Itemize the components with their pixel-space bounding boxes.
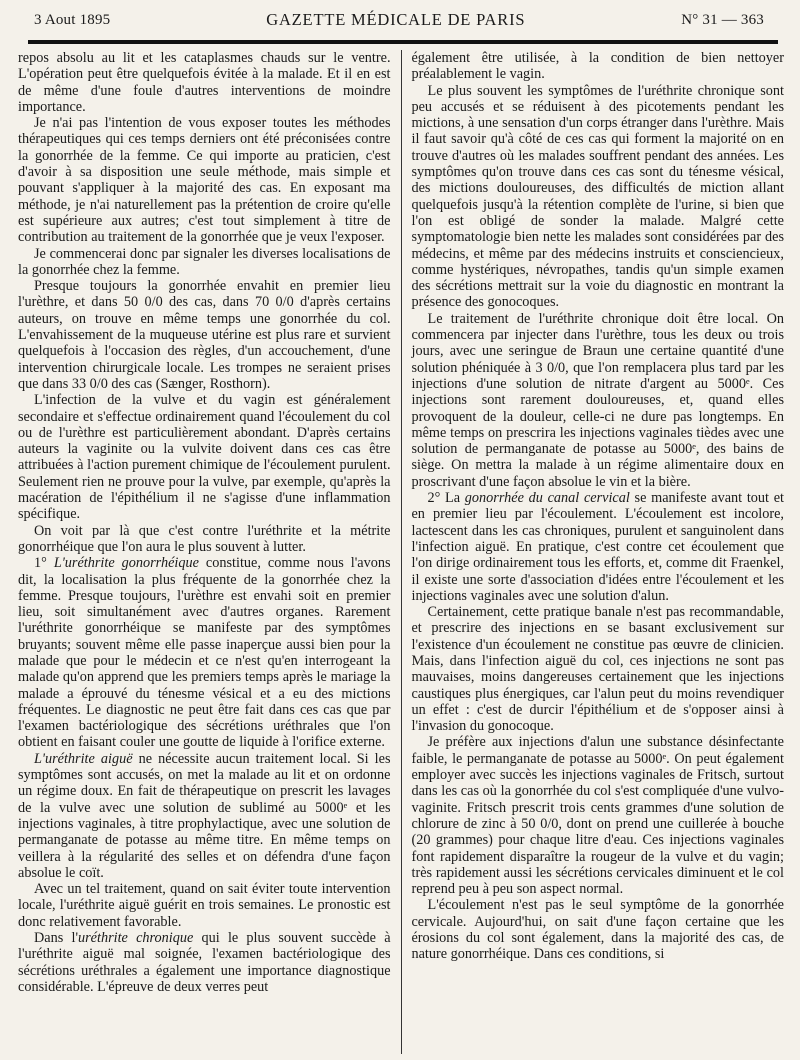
emphasis-term: uréthrite chronique — [78, 930, 194, 947]
paragraph — [18, 555, 391, 751]
paragraph-text: ne nécessite aucun traitement local. Si les symptômes sont accusés, on met la malade au lit et on ordonne un régime doux. En fait de thérapeutique on prescrit les lavages de la vulve avec une solution de sublimé au 5000ᵉ et les injections vaginales, à titre prophylactique, avec une solution de permanganate de potasse au même titre. En même temps on veillera à la régularité des selles et on défendra d'une façon absolue le coït. — [18, 750, 391, 881]
section-number: 2° La — [427, 490, 465, 507]
paragraph: également être utilisée, à la condition de bien nettoyer préalablement le vagin. — [411, 50, 784, 83]
paragraph: Le traitement de l'uréthrite chronique doit être local. On commencera par injecter dans l'urèthre, tous les deux ou trois jours, avec une seringue de Braun une certaine quantité d'une solution phéniquée à 3 0/0, que l'on remplacera plus tard par les injections d'une solution de nitrate d'argent au 5000ᵉ. Ces injections sont rarement douloureuses, et, quand elles provoquent de la douleur, celle-ci ne dure pas longtemps. En même temps on prescrira les injections vaginales tièdes avec une solution de permanganate de potasse au 5000ᵉ, des bains de siège. On mettra la malade à un régime alimentaire doux en proscrivant d'une façon absolue le vin et la bière. — [411, 310, 784, 490]
paragraph — [411, 490, 784, 604]
paragraph: repos absolu au lit et les cataplasmes chauds sur le ventre. L'opération peut être quelquefois évitée à la malade. Et il en est de même d'une foule d'autres interventions de moindre importance. — [18, 50, 391, 115]
paragraph: Certainement, cette pratique banale n'est pas recommandable, et prescrire des injections en se basant exclusivement sur l'existence d'un écoulement ne constitue pas œuvre de clinicien. Mais, dans l'infection aiguë du col, ces injections ne sont pas mauvaises, moins dangereuses certainement que les injections caustiques plus énergiques, car l'alun peut du moins revendiquer un effet : c'est de durcir l'épithélium et de s'opposer ainsi à l'invasion du gonocoque. — [411, 604, 784, 735]
paragraph-text: Dans l' — [34, 930, 79, 947]
section-heading: gonorrhée du canal cervical — [464, 490, 630, 507]
section-number: 1° — [34, 555, 54, 572]
paragraph: Le plus souvent les symptômes de l'uréthrite chronique sont peu accusés et se réduisent à des picotements pendant les mictions, à une sensation d'un corps étranger dans l'urèthre. Mais il faut savoir qu'à côté de ces cas qui forment la majorité on en trouve d'autres où les malades souffrent pendant des années. Les symptômes qu'on trouve dans ces cas sont du ténesme vésical, des mictions douloureuses, des difficultés de miction allant quelquefois jusqu'à la rétention complète de l'urine, si bien que l'on est obligé de sonder la malade. Malgré cette symptomatologie bien nette les malades sont considérées par des médecins, et même par des médecins instruits et consciencieux, comme hystériques, névropathes, tandis qu'un simple examen des sécrétions mettrait sur la voie du diagnostic en montrant la présence des gonocoques. — [411, 82, 784, 311]
paragraph — [18, 751, 391, 881]
paragraph: Je commencerai donc par signaler les diverses localisations de la gonorrhée chez la femme. — [18, 245, 391, 278]
paragraph: Je n'ai pas l'intention de vous exposer toutes les méthodes thérapeutiques qui ces temps derniers ont été préconisées contre la gonorrhée de la femme. Ce qui importe au praticien, c'est d'avoir à sa disposition une seule méthode, mais simple et pouvant s'appliquer à la majorité des cas. En exposant ma méthode, je n'ai naturellement pas la prétention de croire qu'elle est supérieure aux autres; c'est tout simplement à titre de contribution au traitement de la gonorrhée que je veux l'exposer. — [18, 115, 391, 246]
paragraph: L'infection de la vulve et du vagin est généralement secondaire et s'effectue ordinairement quand l'écoulement du col ou de l'urèthre est particulièrement abondant. D'après certains auteurs la vaginite ou la vulvite doivent dans ces cas être attribuées à l'action purement chimique de l'écoulement purulent. Seulement rien ne prouve pour la vulve, par exemple, qu'après la macération de l'épithélium il ne s'agisse d'une inflammation spécifique. — [18, 392, 391, 523]
issue-date: 3 Aout 1895 — [34, 11, 111, 28]
paragraph: Avec un tel traitement, quand on sait éviter toute intervention locale, l'uréthrite aiguë guérit en trois semaines. Le pronostic est donc relativement favorable. — [18, 881, 391, 930]
paragraph: Presque toujours la gonorrhée envahit en premier lieu l'urèthre, et dans 50 0/0 des cas, dans 70 0/0 d'après certains auteurs, on trouve en même temps une gonorrhée du col. L'envahissement de la muqueuse utérine est plus rare et survient quelquefois à l'occasion des règles, d'un accouchement, d'une intervention chirurgicale locale. Les trompes ne seraient prises que dans 33 0/0 des cas (Sænger, Rosthorn). — [18, 278, 391, 392]
paragraph-text: constitue, comme nous l'avons dit, la localisation la plus fréquente de la gonorrhée chez la femme. Presque toujours, l'urèthre est envahi soit en premier lieu, soit simultanément avec d'autres organes. Rarement l'uréthrite gonorrhéique se manifeste par des symptômes bruyants; souvent même elle passe inaperçue aussi bien pour la malade que pour le médecin et ce n'est qu'en interrogeant la malade qu'on apprend que les premiers temps après le mariage la malade a éprouvé du ténesme vésical et a eu des mictions fréquentes. Le diagnostic ne peut être fait dans ces cas que par l'examen bactériologique des sécrétions uréthrales que l'on obtient en faisant couler une goutte de liquide à l'orifice externe. — [18, 555, 391, 751]
paragraph — [18, 930, 391, 995]
paragraph: Je préfère aux injections d'alun une substance désinfectante faible, le permanganate de potasse au 5000ᵉ. On peut également employer avec succès les injections vaginales de Fritsch, surtout dans les cas où la gonorrhée du col s'est compliquée d'une vulvo-vaginite. Fritsch prescrit trois cents grammes d'une solution de chlorure de zinc à 50 0/0, dont on prend une cuillerée à bouche (20 grammes) pour chaque litre d'eau. Ces injections vaginales font rapidement disparaître la rougeur de la vulve et du vagin; très rapidement aussi les sécrétions cervicales diminuent et le col reprend peu à peu son aspect normal. — [411, 734, 784, 898]
paragraph-text: se manifeste avant tout et en premier lieu par l'écoulement. L'écoulement est incolore, lactescent dans les cas chroniques, purulent et sanguinolent dans l'infection aiguë. En pratique, c'est contre cet écoulement que l'on dirige ordinairement tous les efforts, et, comme dit Fraenkel, il existe une sorte d'association d'idées entre l'écoulement et les injections vaginales avec une solution d'alun. — [411, 490, 785, 604]
paragraph-text: qui le plus souvent succède à l'uréthrite aiguë mal soignée, l'examen bactériologique des sécrétions uréthrales a également une importance diagnostique considérable. L'épreuve de deux verres peut — [18, 930, 391, 995]
section-heading: L'uréthrite gonorrhéique — [53, 555, 199, 572]
page-header — [16, 0, 784, 40]
paragraph: L'écoulement n'est pas le seul symptôme de la gonorrhée cervicale. Aujourd'hui, on sait d'une façon certaine que les érosions du col sont également, dans la majorité des cas, de nature gonorrhéique. Dans ces conditions, si — [411, 897, 784, 963]
left-column — [18, 50, 401, 1060]
right-column — [401, 50, 784, 1060]
issue-page-number: N° 31 — 363 — [681, 11, 764, 28]
journal-title: GAZETTE MÉDICALE DE PARIS — [266, 10, 526, 29]
paragraph: On voit par là que c'est contre l'uréthrite et la métrite gonorrhéique que l'on aura le plus souvent à lutter. — [18, 522, 391, 555]
emphasis-term: L'uréthrite aiguë — [34, 750, 133, 767]
text-columns — [16, 44, 784, 1060]
